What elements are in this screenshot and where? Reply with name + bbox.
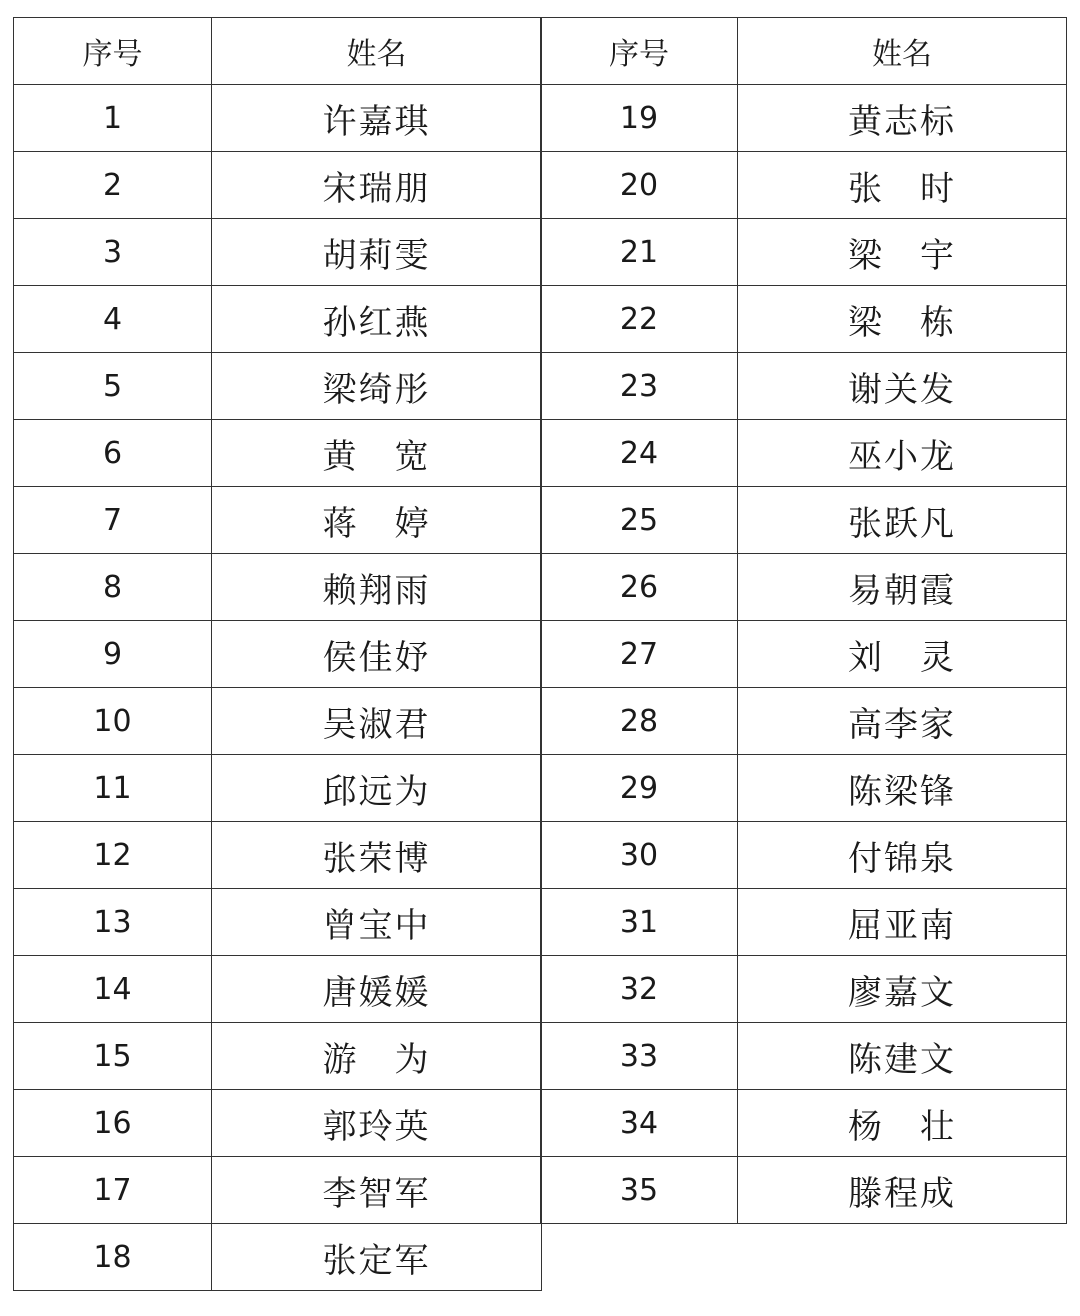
table-row	[14, 420, 542, 487]
table-row	[14, 822, 542, 889]
table-row	[541, 420, 1067, 487]
table-header-row	[14, 18, 542, 85]
row-number: 29	[541, 755, 738, 822]
row-number: 27	[541, 621, 738, 688]
table-row	[14, 688, 542, 755]
table-header-row	[541, 18, 1067, 85]
row-name: 滕程成	[738, 1157, 1067, 1224]
table-row	[541, 1023, 1067, 1090]
row-name: 谢关发	[738, 353, 1067, 420]
table-row	[14, 1090, 542, 1157]
table-row	[14, 956, 542, 1023]
row-number: 20	[541, 152, 738, 219]
row-name: 李智军	[212, 1157, 542, 1224]
column-header-name: 姓名	[738, 18, 1067, 85]
row-name: 邱远为	[212, 755, 542, 822]
row-name: 许嘉琪	[212, 85, 542, 152]
row-name: 游 为	[212, 1023, 542, 1090]
row-name: 陈梁锋	[738, 755, 1067, 822]
row-number: 4	[14, 286, 212, 353]
table-row	[14, 1023, 542, 1090]
row-number: 11	[14, 755, 212, 822]
row-name: 唐媛媛	[212, 956, 542, 1023]
table-row	[14, 353, 542, 420]
table-row	[541, 621, 1067, 688]
table-row	[541, 688, 1067, 755]
table-row	[541, 889, 1067, 956]
row-number: 12	[14, 822, 212, 889]
table-row	[14, 621, 542, 688]
row-number: 25	[541, 487, 738, 554]
row-name: 付锦泉	[738, 822, 1067, 889]
row-name: 张 时	[738, 152, 1067, 219]
row-number: 24	[541, 420, 738, 487]
row-name: 杨 壮	[738, 1090, 1067, 1157]
row-number: 5	[14, 353, 212, 420]
table-row	[14, 286, 542, 353]
roster-table-left	[13, 17, 542, 1291]
table-row	[14, 487, 542, 554]
column-header-name: 姓名	[212, 18, 542, 85]
row-name: 陈建文	[738, 1023, 1067, 1090]
row-number: 28	[541, 688, 738, 755]
table-row	[14, 889, 542, 956]
table-row	[541, 85, 1067, 152]
table-row	[14, 554, 542, 621]
row-number: 3	[14, 219, 212, 286]
column-header-number: 序号	[14, 18, 212, 85]
row-name: 黄 宽	[212, 420, 542, 487]
row-number: 9	[14, 621, 212, 688]
row-name: 梁 宇	[738, 219, 1067, 286]
roster-table-right	[540, 17, 1067, 1224]
row-number: 32	[541, 956, 738, 1023]
row-number: 10	[14, 688, 212, 755]
row-name: 廖嘉文	[738, 956, 1067, 1023]
table-row	[541, 554, 1067, 621]
row-name: 侯佳妤	[212, 621, 542, 688]
row-number: 7	[14, 487, 212, 554]
table-row	[541, 152, 1067, 219]
row-number: 33	[541, 1023, 738, 1090]
row-number: 2	[14, 152, 212, 219]
table-row	[541, 286, 1067, 353]
table-row	[14, 1224, 542, 1291]
row-name: 梁绮彤	[212, 353, 542, 420]
row-number: 26	[541, 554, 738, 621]
table-row	[541, 353, 1067, 420]
row-name: 吴淑君	[212, 688, 542, 755]
row-number: 31	[541, 889, 738, 956]
table-row	[541, 1157, 1067, 1224]
table-row	[14, 152, 542, 219]
row-number: 15	[14, 1023, 212, 1090]
row-number: 6	[14, 420, 212, 487]
row-name: 刘 灵	[738, 621, 1067, 688]
table-row	[14, 219, 542, 286]
row-name: 曾宝中	[212, 889, 542, 956]
row-number: 34	[541, 1090, 738, 1157]
row-name: 屈亚南	[738, 889, 1067, 956]
row-number: 35	[541, 1157, 738, 1224]
table-row	[14, 85, 542, 152]
row-number: 8	[14, 554, 212, 621]
row-name: 胡莉雯	[212, 219, 542, 286]
table-row	[541, 487, 1067, 554]
row-name: 蒋 婷	[212, 487, 542, 554]
row-number: 18	[14, 1224, 212, 1291]
table-row	[541, 755, 1067, 822]
row-number: 14	[14, 956, 212, 1023]
row-name: 赖翔雨	[212, 554, 542, 621]
row-name: 高李家	[738, 688, 1067, 755]
row-number: 1	[14, 85, 212, 152]
table-row	[541, 1090, 1067, 1157]
row-number: 22	[541, 286, 738, 353]
table-row	[14, 1157, 542, 1224]
row-number: 19	[541, 85, 738, 152]
row-name: 孙红燕	[212, 286, 542, 353]
row-name: 黄志标	[738, 85, 1067, 152]
row-name: 张跃凡	[738, 487, 1067, 554]
row-name: 宋瑞朋	[212, 152, 542, 219]
row-name: 郭玲英	[212, 1090, 542, 1157]
row-number: 16	[14, 1090, 212, 1157]
table-row	[541, 219, 1067, 286]
row-number: 23	[541, 353, 738, 420]
row-name: 易朝霞	[738, 554, 1067, 621]
row-name: 张定军	[212, 1224, 542, 1291]
table-row	[14, 755, 542, 822]
row-name: 梁 栋	[738, 286, 1067, 353]
row-name: 张荣博	[212, 822, 542, 889]
row-name: 巫小龙	[738, 420, 1067, 487]
row-number: 17	[14, 1157, 212, 1224]
column-header-number: 序号	[541, 18, 738, 85]
row-number: 13	[14, 889, 212, 956]
table-row	[541, 956, 1067, 1023]
row-number: 21	[541, 219, 738, 286]
row-number: 30	[541, 822, 738, 889]
table-row	[541, 822, 1067, 889]
